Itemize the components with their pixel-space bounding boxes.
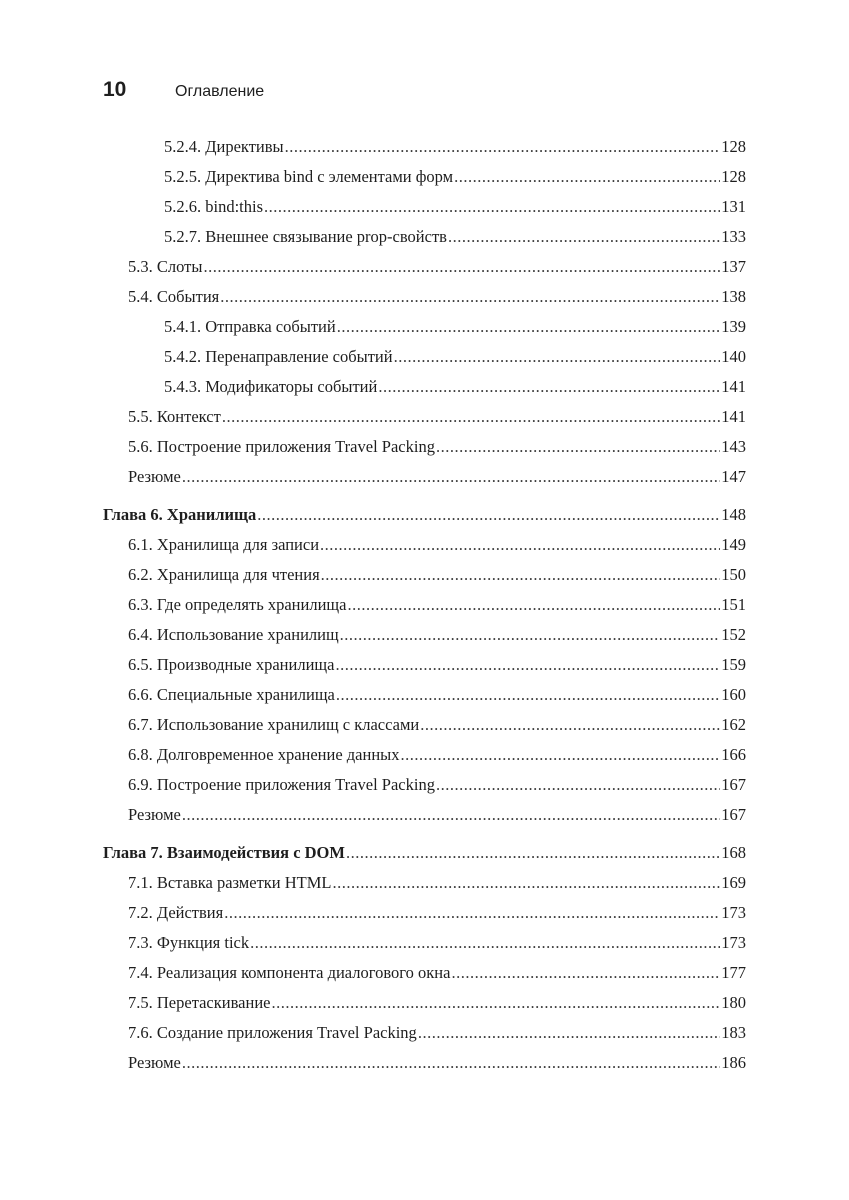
- toc-entry-title: Резюме: [128, 467, 181, 486]
- toc-entry: [103, 162, 746, 192]
- toc-dot-leader: [448, 222, 720, 252]
- toc-entry: [103, 372, 746, 402]
- toc-entry-page: 177: [721, 963, 746, 982]
- toc-entry-title: Резюме: [128, 805, 181, 824]
- toc-entry: [103, 1018, 746, 1048]
- running-title: Оглавление: [175, 83, 265, 100]
- toc-entry-page: 148: [721, 505, 746, 524]
- toc-entry-title: 7.2. Действия: [128, 903, 224, 922]
- toc-dot-leader: [401, 740, 721, 770]
- toc-entry: [103, 958, 746, 988]
- table-of-contents: [103, 132, 746, 1078]
- toc-dot-leader: [418, 1018, 720, 1048]
- toc-dot-leader: [182, 1048, 720, 1078]
- toc-entry: [103, 868, 746, 898]
- toc-dot-leader: [451, 958, 720, 988]
- toc-dot-leader: [320, 530, 720, 560]
- toc-entry-page: 159: [721, 655, 746, 674]
- toc-entry-title: 5.4.2. Перенаправление событий: [164, 347, 393, 366]
- toc-dot-leader: [347, 590, 720, 620]
- toc-entry-title: 5.5. Контекст: [128, 407, 221, 426]
- toc-entry-title: 6.6. Специальные хранилища: [128, 685, 335, 704]
- toc-entry: [103, 590, 746, 620]
- toc-dot-leader: [250, 928, 720, 958]
- toc-entry: [103, 342, 746, 372]
- toc-dot-leader: [321, 560, 721, 590]
- toc-dot-leader: [337, 312, 721, 342]
- toc-entry-title: 7.1. Вставка разметки HTML: [128, 873, 332, 892]
- toc-entry-title: 6.4. Использование хранилищ: [128, 625, 339, 644]
- toc-entry: [103, 710, 746, 740]
- toc-entry-page: 139: [721, 317, 746, 336]
- toc-entry-title: Резюме: [128, 1053, 181, 1072]
- toc-entry-page: 151: [721, 595, 746, 614]
- toc-entry: [103, 800, 746, 830]
- toc-dot-leader: [346, 838, 720, 868]
- toc-dot-leader: [182, 462, 720, 492]
- toc-dot-leader: [182, 800, 720, 830]
- toc-entry: [103, 462, 746, 492]
- toc-entry: [103, 770, 746, 800]
- toc-dot-leader: [394, 342, 721, 372]
- toc-dot-leader: [335, 650, 720, 680]
- toc-entry-page: 173: [721, 933, 746, 952]
- toc-entry-page: 149: [721, 535, 746, 554]
- toc-entry-page: 143: [721, 437, 746, 456]
- toc-entry: [103, 560, 746, 590]
- toc-entry-title: Глава 7. Взаимодействия с DOM: [103, 843, 345, 862]
- toc-entry-page: 150: [721, 565, 746, 584]
- toc-dot-leader: [333, 868, 721, 898]
- toc-dot-leader: [203, 252, 720, 282]
- toc-entry-title: 7.5. Перетаскивание: [128, 993, 271, 1012]
- toc-entry-page: 138: [721, 287, 746, 306]
- toc-entry-title: 5.3. Слоты: [128, 257, 203, 276]
- toc-entry-page: 141: [721, 407, 746, 426]
- toc-entry: [103, 620, 746, 650]
- toc-dot-leader: [454, 162, 720, 192]
- toc-entry-title: 5.2.4. Директивы: [164, 137, 284, 156]
- toc-entry-page: 167: [721, 775, 746, 794]
- toc-entry: [103, 402, 746, 432]
- page-number: 10: [103, 78, 127, 101]
- toc-entry-page: 160: [721, 685, 746, 704]
- toc-entry: [103, 898, 746, 928]
- toc-entry-title: 6.7. Использование хранилищ с классами: [128, 715, 420, 734]
- toc-chapter-entry: [103, 500, 746, 530]
- toc-entry-page: 183: [721, 1023, 746, 1042]
- toc-entry-page: 141: [721, 377, 746, 396]
- toc-dot-leader: [336, 680, 720, 710]
- toc-entry-title: 7.6. Создание приложения Travel Packing: [128, 1023, 417, 1042]
- toc-entry: [103, 1048, 746, 1078]
- toc-entry-page: 186: [721, 1053, 746, 1072]
- toc-chapter-entry: [103, 838, 746, 868]
- toc-dot-leader: [222, 402, 720, 432]
- toc-entry-title: 6.9. Построение приложения Travel Packing: [128, 775, 435, 794]
- toc-entry-title: 6.8. Долговременное хранение данных: [128, 745, 400, 764]
- toc-entry-title: 5.4. События: [128, 287, 220, 306]
- toc-entry: [103, 222, 746, 252]
- toc-dot-leader: [264, 192, 720, 222]
- toc-entry-page: 131: [721, 197, 746, 216]
- toc-entry-title: 5.2.6. bind:this: [164, 197, 264, 216]
- toc-entry-title: 6.2. Хранилища для чтения: [128, 565, 320, 584]
- toc-dot-leader: [340, 620, 721, 650]
- toc-dot-leader: [420, 710, 720, 740]
- toc-entry-page: 128: [721, 167, 746, 186]
- toc-entry: [103, 312, 746, 342]
- toc-entry: [103, 282, 746, 312]
- toc-entry-title: 7.3. Функция tick: [128, 933, 250, 952]
- toc-entry-page: 166: [721, 745, 746, 764]
- toc-entry-page: 140: [721, 347, 746, 366]
- toc-entry: [103, 530, 746, 560]
- toc-entry-page: 152: [721, 625, 746, 644]
- toc-entry: [103, 192, 746, 222]
- toc-dot-leader: [436, 770, 720, 800]
- toc-entry-title: Глава 6. Хранилища: [103, 505, 257, 524]
- toc-entry-page: 173: [721, 903, 746, 922]
- toc-entry: [103, 650, 746, 680]
- toc-entry: [103, 928, 746, 958]
- toc-entry-page: 128: [721, 137, 746, 156]
- toc-entry: [103, 988, 746, 1018]
- toc-entry-page: 147: [721, 467, 746, 486]
- toc-dot-leader: [271, 988, 720, 1018]
- toc-dot-leader: [220, 282, 720, 312]
- toc-entry-page: 169: [721, 873, 746, 892]
- toc-entry-title: 5.6. Построение приложения Travel Packing: [128, 437, 435, 456]
- toc-entry-page: 133: [721, 227, 746, 246]
- toc-dot-leader: [224, 898, 720, 928]
- toc-entry-title: 5.2.7. Внешнее связывание prop-свойств: [164, 227, 447, 246]
- toc-entry-title: 6.5. Производные хранилища: [128, 655, 335, 674]
- toc-entry: [103, 132, 746, 162]
- toc-entry: [103, 740, 746, 770]
- page-header: [103, 78, 264, 104]
- toc-dot-leader: [378, 372, 720, 402]
- toc-entry: [103, 252, 746, 282]
- toc-entry-title: 6.1. Хранилища для записи: [128, 535, 320, 554]
- toc-entry-title: 5.4.3. Модификаторы событий: [164, 377, 378, 396]
- toc-entry-title: 7.4. Реализация компонента диалогового окна: [128, 963, 451, 982]
- toc-entry-page: 137: [721, 257, 746, 276]
- toc-dot-leader: [285, 132, 721, 162]
- toc-entry: [103, 432, 746, 462]
- toc-entry-title: 5.4.1. Отправка событий: [164, 317, 336, 336]
- toc-dot-leader: [257, 500, 720, 530]
- toc-entry-title: 5.2.5. Директива bind с элементами форм: [164, 167, 454, 186]
- toc-entry-page: 180: [721, 993, 746, 1012]
- toc-entry-page: 167: [721, 805, 746, 824]
- toc-entry-title: 6.3. Где определять хранилища: [128, 595, 347, 614]
- toc-entry: [103, 680, 746, 710]
- toc-entry-page: 168: [721, 843, 746, 862]
- toc-dot-leader: [436, 432, 720, 462]
- toc-entry-page: 162: [721, 715, 746, 734]
